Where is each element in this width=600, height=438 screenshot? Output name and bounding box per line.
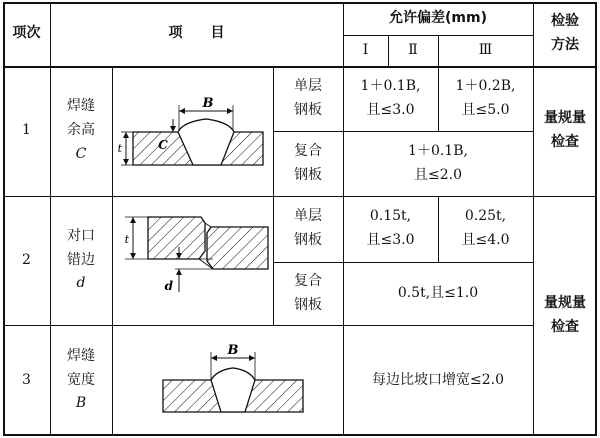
label-B: B <box>202 96 214 111</box>
label-d: d <box>164 279 173 293</box>
row2-3-method: 量规量 检查 <box>544 295 586 335</box>
label-t: t <box>117 142 122 155</box>
row1-method: 量规量 检查 <box>544 110 586 150</box>
header-tolerance: 允许偏差(mm) <box>389 9 487 26</box>
row2-single-tol-12: 0.15t, 且≤3.0 <box>366 208 415 248</box>
tolerance-table <box>3 2 597 436</box>
header-grade-2: Ⅱ <box>408 41 418 58</box>
weld-reinforcement-figure <box>113 67 273 196</box>
row2-clad-tol: 0.5t,且≤1.0 <box>397 284 479 301</box>
row1-name: 焊缝 余高 C <box>67 98 95 162</box>
row2-single-plate: 单层 钢板 <box>294 208 322 248</box>
row1-single-tol-12: 1＋0.1B, 且≤3.0 <box>360 77 421 118</box>
row1-clad-tol: 1＋0.1B, 且≤2.0 <box>408 142 468 183</box>
header-grade-1: Ⅰ <box>362 41 369 58</box>
header-method: 检验 方法 <box>551 13 579 53</box>
row2-name: 对口 错边 d <box>67 227 95 292</box>
row2-clad-plate: 复合 钢板 <box>294 272 322 313</box>
row3-no: 3 <box>22 371 31 388</box>
label-C: C <box>158 138 168 152</box>
row1-clad-plate: 复合 钢板 <box>294 142 322 183</box>
label-t2: t <box>124 233 129 246</box>
row2-no: 2 <box>22 251 31 268</box>
header-item-no: 项次 <box>12 25 41 42</box>
misalignment-figure <box>113 197 273 325</box>
row1-single-tol-3: 1＋0.2B, 且≤5.0 <box>455 77 516 118</box>
row3-tol: 每边比坡口增宽≤2.0 <box>372 371 504 388</box>
header-grade-3: Ⅲ <box>478 41 493 58</box>
weld-width-figure <box>113 326 343 436</box>
row2-single-tol-3: 0.25t, 且≤4.0 <box>461 208 510 248</box>
label-B3: B <box>227 343 239 358</box>
header-item: 项 目 <box>168 25 225 42</box>
row1-no: 1 <box>22 122 31 139</box>
row3-name: 焊缝 宽度 B <box>67 347 95 412</box>
row1-single-plate: 单层 钢板 <box>294 77 322 118</box>
